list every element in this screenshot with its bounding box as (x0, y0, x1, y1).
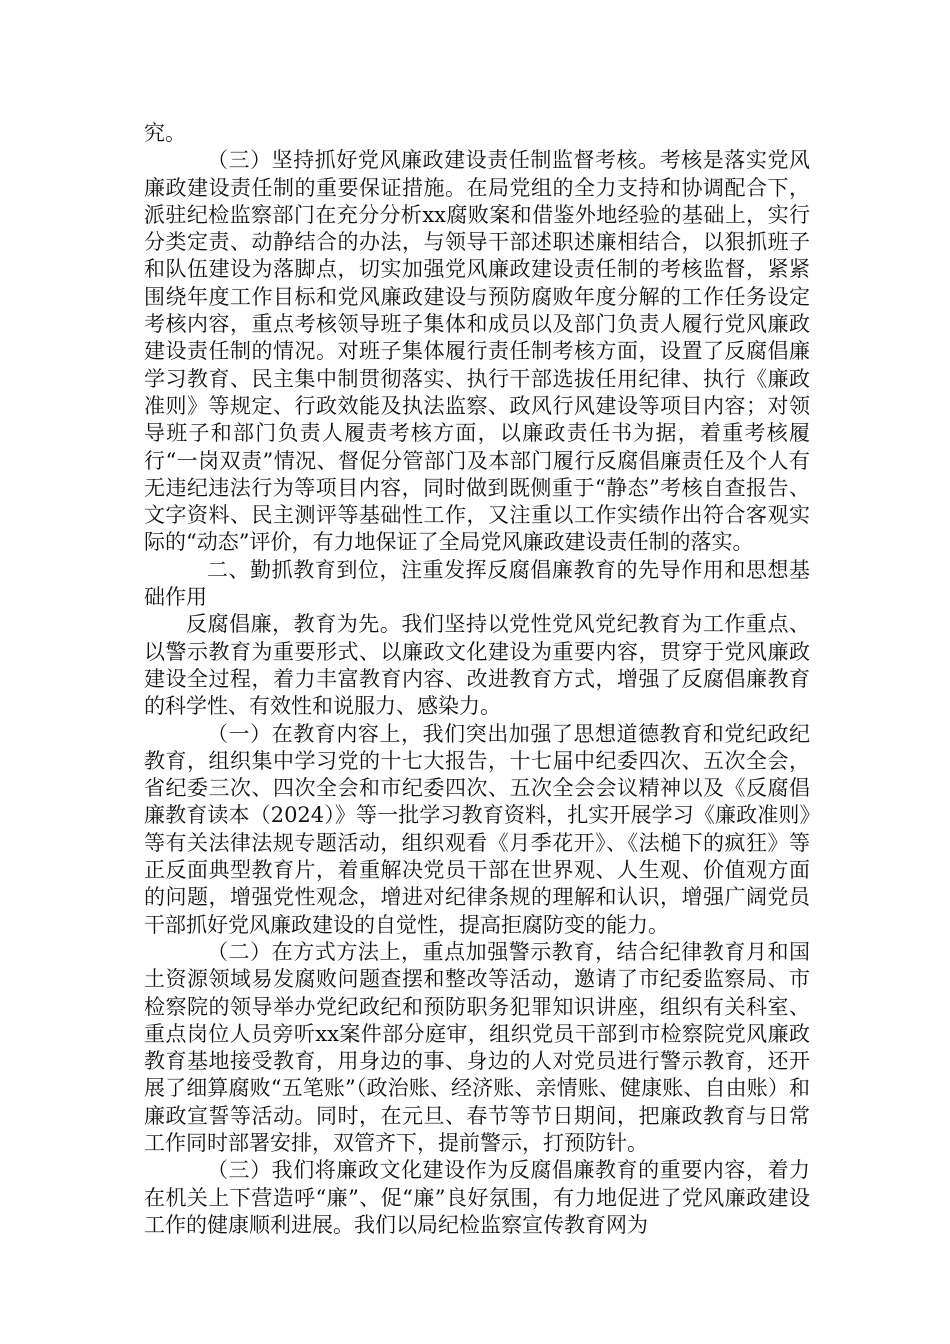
paragraph-education-methods: （二）在方式方法上，重点加强警示教育，结合纪律教育月和国土资源领域易发腐败问题查摆和整改等活动，邀请了市纪委监察局、市检察院的领导举办党纪政纪和预防职务犯罪知识讲座，组织有关科室、重点岗位人员旁听xx案件部分庭审，组织党员干部到市检察院党风廉政教育基地接受教育，用身边的事、身边的人对党员进行警示教育，还开展了细算腐败“五笔账”（政治账、经济账、亲情账、健康账、自由账）和廉政宣誓等活动。同时，在元旦、春节等节日期间，把廉政教育与日常工作同时部署安排，双管齐下，提前警示，打预防针。 (144, 939, 810, 1155)
document-body (144, 120, 810, 1239)
paragraph-education-content: （一）在教育内容上，我们突出加强了思想道德教育和党纪政纪教育，组织集中学习党的十七大报告，十七届中纪委四次、五次全会，省纪委三次、四次全会和市纪委四次、五次全会会议精神以及《反腐倡廉教育读本（2024）》等一批学习教育资料，扎实开展学习《廉政准则》等有关法律法规专题活动，组织观看《月季花开》、《法槌下的疯狂》等正反面典型教育片，着重解决党员干部在世界观、人生观、价值观方面的问题，增强党性观念，增进对纪律条规的理解和认识，增强广阔党员干部抓好党风廉政建设的自觉性，提高拒腐防变的能力。 (144, 721, 810, 937)
paragraph-education-intro: 反腐倡廉，教育为先。我们坚持以党性党风党纪教育为工作重点、以警示教育为重要形式、以廉政文化建设为重要内容，贯穿于党风廉政建设全过程，着力丰富教育内容、改进教育方式，增强了反腐倡廉教育的科学性、有效性和说服力、感染力。 (144, 612, 810, 719)
section-heading-two: 二、勤抓教育到位，注重发挥反腐倡廉教育的先导作用和思想基础作用 (144, 557, 810, 610)
paragraph-continuation: 究。 (144, 121, 186, 145)
paragraph-section-three-assessment: （三）坚持抓好党风廉政建设责任制监督考核。考核是落实党风廉政建设责任制的重要保证措施。在局党组的全力支持和协调配合下，派驻纪检监察部门在充分分析xx腐败案和借鉴外地经验的基础上，实行分类定责、动静结合的办法，与领导干部述职述廉相结合，以狠抓班子和队伍建设为落脚点，切实加强党风廉政建设责任制的考核监督，紧紧围绕年度工作目标和党风廉政建设与预防腐败年度分解的工作任务设定考核内容，重点考核领导班子集体和成员以及部门负责人履行党风廉政建设责任制的情况。对班子集体履行责任制考核方面，设置了反腐倡廉学习教育、民主集中制贯彻落实、执行干部选拔任用纪律、执行《廉政准则》等规定、行政效能及执法监察、政风行风建设等项目内容；对领导班子和部门负责人履责考核方面，以廉政责任书为据，着重考核履行“一岗双责”情况、督促分管部门及本部门履行反腐倡廉责任及个人有无违纪违法行为等项目内容，同时做到既侧重于“静态”考核自查报告、文字资料、民主测评等基础性工作，又注重以工作实绩作出符合客观实际的“动态”评价，有力地保证了全局党风廉政建设责任制的落实。 (144, 148, 810, 555)
paragraph-clean-culture: （三）我们将廉政文化建设作为反腐倡廉教育的重要内容，着力在机关上下营造呼“廉”、促“廉”良好氛围，有力地促进了党风廉政建设工作的健康顺利进展。我们以局纪检监察宣传教育网为 (144, 1158, 810, 1237)
